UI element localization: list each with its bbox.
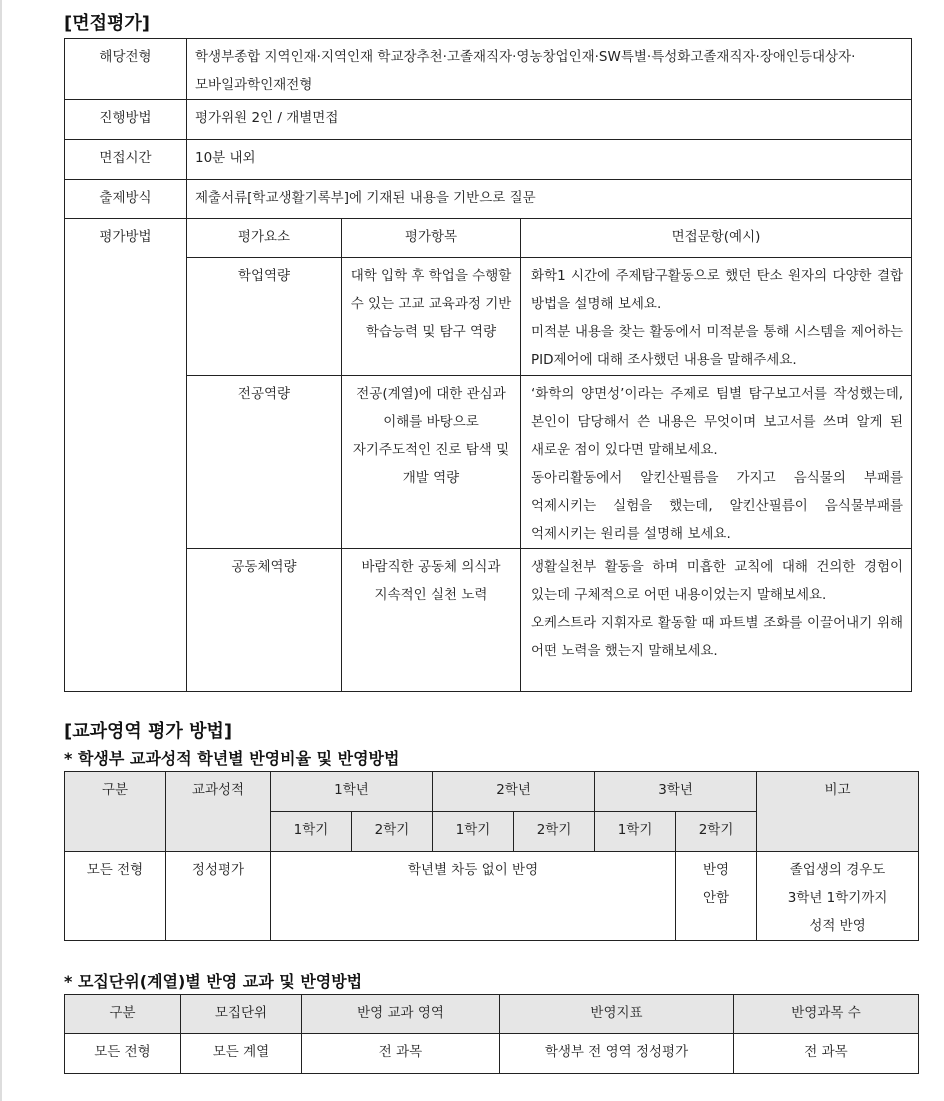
header-cell: 반영과목 수	[734, 995, 919, 1034]
header-semester: 2학기	[514, 812, 595, 852]
element: 공동체역량	[187, 549, 342, 692]
header-semester: 1학기	[271, 812, 352, 852]
header-semester: 2학기	[676, 812, 757, 852]
table1-title: * 학생부 교과성적 학년별 반영비율 및 반영방법	[64, 749, 400, 768]
header-type: 구분	[65, 772, 166, 852]
table-row	[65, 140, 912, 180]
criteria: 대학 입학 후 학업을 수행할 수 있는 고교 교육과정 기반 학습능력 및 탐구 역량	[342, 258, 521, 376]
header-cell: 모집단위	[181, 995, 302, 1034]
question: 화학1 시간에 주제탐구활동으로 했던 탄소 원자의 다양한 결합 방법을 설명해 보세요.	[531, 268, 904, 312]
header-semester: 1학기	[433, 812, 514, 852]
header-semester: 1학기	[595, 812, 676, 852]
page-edge	[0, 0, 2, 1101]
question: 오케스트라 지휘자로 활동할 때 파트별 조화를 이끌어내기 위해 어떤 노력을 했는지 말해보세요.	[531, 615, 904, 659]
table-row	[65, 376, 912, 549]
table-row	[65, 1034, 919, 1074]
table-row	[65, 258, 912, 376]
header-note: 비고	[757, 772, 919, 852]
question: 미적분 내용을 찾는 활동에서 미적분을 통해 시스템을 제어하는 PID제어에 대해 조사했던 내용을 말해주세요.	[531, 324, 904, 368]
table-row	[65, 549, 912, 692]
row-value: 제출서류[학교생활기록부]에 기재된 내용을 기반으로 질문	[187, 180, 912, 219]
header-questions: 면접문항(예시)	[521, 219, 912, 258]
row-label: 해당전형	[65, 39, 187, 100]
table2-title: * 모집단위(계열)별 반영 교과 및 반영방법	[64, 972, 363, 991]
row-value: 평가위원 2인 / 개별면접	[187, 100, 912, 140]
row-value: 학생부종합 지역인재·지역인재 학교장추천·고졸재직자·영농창업인재·SW특별·특성화고졸재직자·장애인등대상자·모바일과학인재전형	[187, 39, 912, 100]
method-label: 평가방법	[65, 219, 187, 692]
table-cell: 모든 전형	[65, 1034, 181, 1074]
table-row	[65, 219, 912, 258]
criteria: 바람직한 공동체 의식과 지속적인 실천 노력	[342, 549, 521, 692]
header-cell: 구분	[65, 995, 181, 1034]
grade-ratio-table	[64, 771, 919, 941]
question: ‘화학의 양면성’이라는 주제로 팀별 탐구보고서를 작성했는데, 본인이 담당해서 쓴 내용은 무엇이며 보고서를 쓰며 알게 된 새로운 점이 있다면 말해보세요.	[531, 386, 904, 458]
cell-grade: 정성평가	[166, 852, 271, 941]
cell-type: 모든 전형	[65, 852, 166, 941]
cell-reflection: 학년별 차등 없이 반영	[271, 852, 676, 941]
header-cell: 반영 교과 영역	[302, 995, 500, 1034]
table-cell: 전 과목	[734, 1034, 919, 1074]
header-element: 평가요소	[187, 219, 342, 258]
header-criteria: 평가항목	[342, 219, 521, 258]
cell-note: 졸업생의 경우도 3학년 1학기까지 성적 반영	[757, 852, 919, 941]
cell-not-reflected: 반영 안함	[676, 852, 757, 941]
question: 생활실천부 활동을 하며 미흡한 교칙에 대해 건의한 경험이 있는데 구체적으로 어떤 내용이었는지 말해보세요.	[531, 559, 904, 603]
header-year-1: 1학년	[271, 772, 433, 812]
row-label: 진행방법	[65, 100, 187, 140]
questions	[521, 549, 912, 692]
question: 동아리활동에서 알킨산필름을 가지고 음식물의 부패를 억제시키는 실험을 했는데, 알킨산필름이 음식물부패를 억제시키는 원리를 설명해 보세요.	[531, 470, 904, 542]
header-grade: 교과성적	[166, 772, 271, 852]
table-row	[65, 100, 912, 140]
criteria: 전공(계열)에 대한 관심과 이해를 바탕으로 자기주도적인 진로 탐색 및 개발 역량	[342, 376, 521, 549]
header-semester: 2학기	[352, 812, 433, 852]
subject-title: [교과영역 평가 방법]	[64, 721, 233, 742]
unit-subject-table	[64, 994, 919, 1074]
questions	[521, 376, 912, 549]
row-label: 면접시간	[65, 140, 187, 180]
table-row	[65, 852, 919, 941]
row-value: 10분 내외	[187, 140, 912, 180]
table-row	[65, 180, 912, 219]
element: 학업역량	[187, 258, 342, 376]
table-row	[65, 39, 912, 100]
interview-table	[64, 38, 912, 692]
row-label: 출제방식	[65, 180, 187, 219]
header-year-2: 2학년	[433, 772, 595, 812]
table-cell: 학생부 전 영역 정성평가	[500, 1034, 734, 1074]
element: 전공역량	[187, 376, 342, 549]
table-cell: 전 과목	[302, 1034, 500, 1074]
table-cell: 모든 계열	[181, 1034, 302, 1074]
interview-title: [면접평가]	[64, 13, 151, 34]
table-row	[65, 995, 919, 1034]
table-row	[65, 772, 919, 812]
questions	[521, 258, 912, 376]
header-cell: 반영지표	[500, 995, 734, 1034]
header-year-3: 3학년	[595, 772, 757, 812]
